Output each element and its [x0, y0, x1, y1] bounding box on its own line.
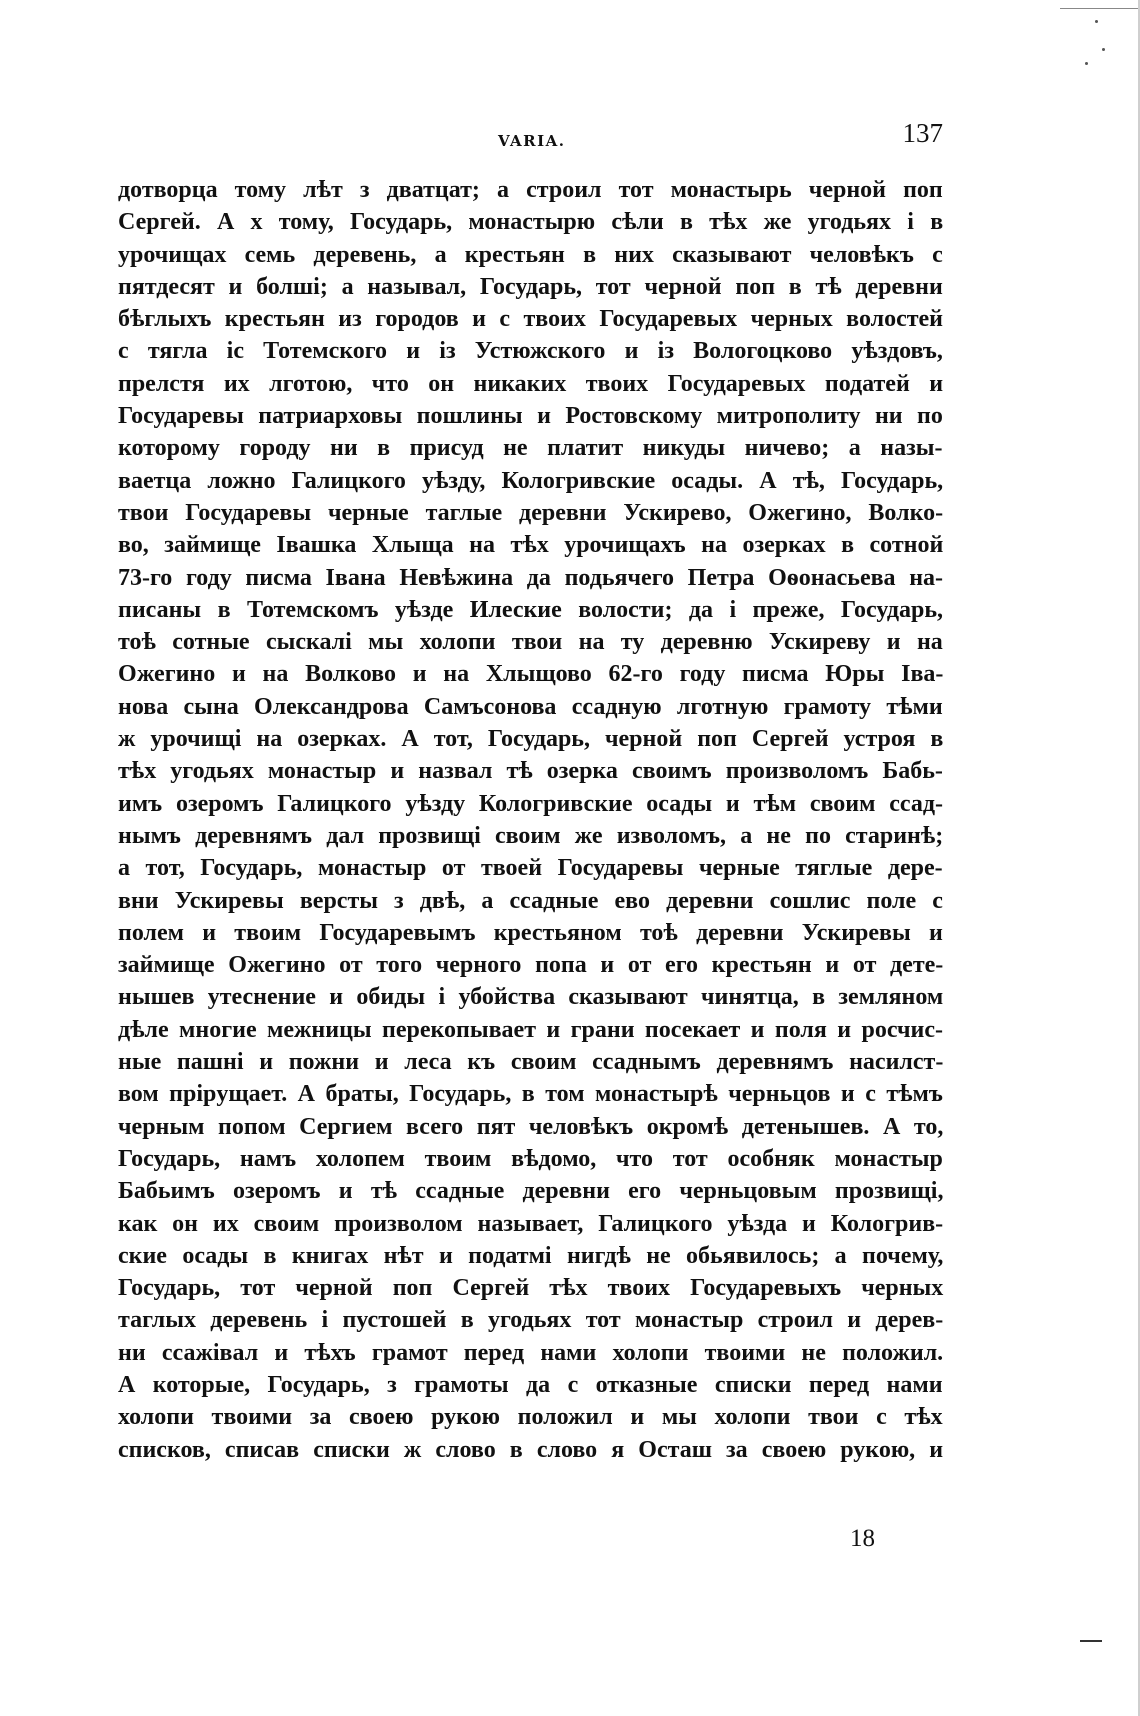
text-line: дѣле многие межницы перекопывает и грани посекает и поля и росчис- — [118, 1016, 944, 1043]
text-line: нова сына Олександрова Самъсонова ссадную лготную грамоту тѣми — [118, 693, 943, 720]
scan-dash-mark — [1080, 1640, 1102, 1642]
text-line: займище Ожегино от того черного попа и от его крестьян и от дете- — [118, 952, 944, 979]
text-line: пятдесят и болші; а называл, Государь, тот черной поп в тѣ деревни — [118, 273, 943, 300]
scan-edge-line — [1060, 8, 1140, 9]
text-line: нымъ деревнямъ дал прозвищі своим же изволомъ, а не по старинѣ; — [118, 822, 944, 849]
text-line: ские осады в книгах нѣт и податмі нигдѣ не обьявилось; а почему, — [118, 1242, 944, 1269]
text-line: Государь, тот черной поп Сергей тѣх твоих Государевыхъ черных — [118, 1275, 944, 1302]
text-line: ные пашні и пожни и леса къ своим ссаднымъ деревнямъ насилст- — [118, 1049, 944, 1076]
signature-mark: 18 — [850, 1525, 875, 1552]
running-title: VARIA. — [498, 132, 566, 150]
scan-speck — [1102, 48, 1105, 51]
text-line: нышев утеснение и обиды і убойства сказывают чинятца, в земляном — [118, 984, 944, 1011]
text-line: 73-го году писма Івана Невѣжина да подьячего Петра Оѳонасьева на- — [118, 564, 944, 591]
text-line: Государевы патриарховы пошлины и Ростовскому митрополиту ни по — [118, 403, 943, 430]
text-line: писаны в Тотемскомъ уѣзде Илеские волости; да і прежe, Государь, — [118, 596, 944, 623]
scan-speck — [1095, 20, 1098, 23]
text-line: Бабьимъ озеромъ и тѣ ссадные деревни его черньцовым прозвищі, — [118, 1178, 944, 1205]
text-line: прелстя их лготою, что он никаких твоих Государевых податей и — [118, 370, 944, 397]
text-line: Государь, намъ холопем твоим вѣдомо, что тот особняк монастыр — [118, 1145, 943, 1172]
text-line: твои Государевы черные таглые деревни Ускирево, Ожегино, Волко- — [118, 499, 944, 526]
text-line: как он их своим произволом называет, Галицкого уѣзда и Кологрив- — [118, 1210, 944, 1237]
text-line: полем и твоим Государевымъ крестьяном тоѣ деревни Ускиревы и — [118, 919, 943, 946]
text-line: холопи твоими за своею рукою положил и мы холопи твои с тѣх — [118, 1404, 943, 1431]
text-line: А которые, Государь, з грамоты да с отказные списки перед нами — [118, 1371, 943, 1398]
text-line: черным попом Сергием всего пят человѣкъ окромѣ детенышев. А то, — [118, 1113, 944, 1140]
text-line: ж урочищі на озерках. А тот, Государь, черной поп Сергей устроя в — [118, 726, 944, 753]
text-line: таглых деревень і пустошей в угодьях тот монастыр строил и дерев- — [118, 1307, 944, 1334]
text-line: с тягла іс Тотемского и із Устюжского и із Вологоцково уѣздовъ, — [118, 338, 943, 365]
text-line: бѣглыхъ крестьян из городов и с твоих Государевых черных волостей — [118, 306, 944, 333]
text-line: имъ озеромъ Галицкого уѣзду Кологривские осады и тѣм своим ссад- — [118, 790, 943, 817]
scan-speck — [1085, 62, 1088, 65]
text-line: ваетца ложно Галицкого уѣзду, Кологривские осады. А тѣ, Государь, — [118, 467, 944, 494]
text-line: Сергей. А х тому, Государь, монастырю сѣли в тѣх же угодьях і в — [118, 209, 944, 236]
running-head — [118, 118, 943, 158]
text-line: а тот, Государь, монастыр от твоей Государевы черные тяглые дере- — [118, 855, 943, 882]
page-number: 137 — [902, 118, 943, 148]
text-line: тоѣ сотные сыскалі мы холопи твои на ту деревню Ускиреву и на — [118, 629, 943, 656]
body-text — [118, 174, 943, 1466]
text-line: вни Ускиревы версты з двѣ, а ссадные ево деревни сошлис поле с — [118, 887, 943, 914]
text-line: вом прipущает. А браты, Государь, в том монастырѣ черньцов и с тѣмъ — [118, 1081, 943, 1108]
text-line: во, займище Івашка Хлыща на тѣх урочищахъ на озерках в сотной — [118, 532, 944, 559]
text-line: которому городу ни в присуд не платит никуды ничево; а назы- — [118, 435, 943, 462]
text-line: урочищах семь деревень, а крестьян в них сказывают человѣкъ с — [118, 241, 943, 268]
text-line: Ожегино и на Волково и на Хлыщово 62-го году писма Юры Іва- — [118, 661, 944, 688]
text-line: тѣх угодьях монастыр и назвал тѣ озерка своимъ произволомъ Бабь- — [118, 758, 943, 785]
text-line: ни ссажівал и тѣхъ грамот перед нами холопи твоими не положил. — [118, 1339, 944, 1366]
text-line: дотворца тому лѣт з дватцат; а строил тот монастырь черной поп — [118, 177, 943, 203]
text-line: списков, списав списки ж слово в слово я Осташ за своею рукою, и — [118, 1436, 944, 1463]
